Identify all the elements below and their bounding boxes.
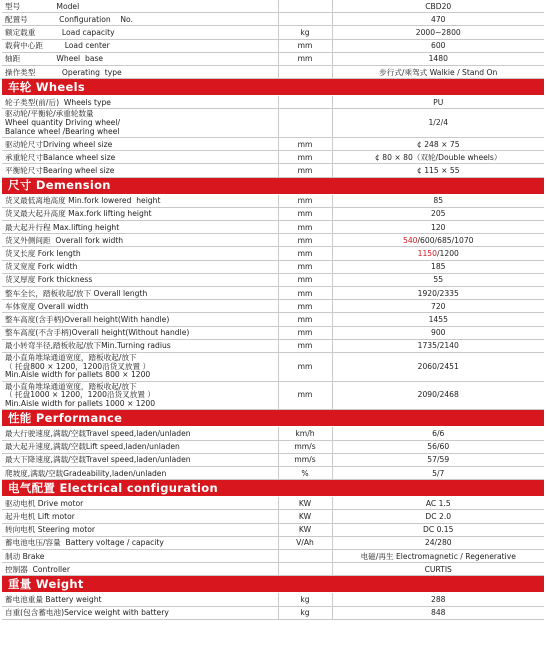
spec-value: DC 0.15 [332, 523, 544, 536]
spec-label: 最小直角堆垛通道宽度，踏板收起/放下 （ 托盘800 × 1200，1200沿货叉放置 ） Min.Aisle width for pallets 800 × 1200 [2, 352, 278, 381]
spec-label: 额定载重 Load capacity [2, 26, 278, 39]
spec-row [2, 563, 544, 576]
section-header [2, 576, 544, 593]
spec-unit: V/Ah [278, 536, 332, 549]
spec-label: 整车全长，踏板收起/放下 Overall length [2, 286, 278, 299]
spec-row [2, 606, 544, 619]
section-title: 性能 Performance [2, 410, 544, 427]
spec-row [2, 549, 544, 562]
section-header [2, 410, 544, 427]
spec-value: 步行式/乘驾式 Walkie / Stand On [332, 65, 544, 78]
spec-unit [278, 563, 332, 576]
spec-label: 最小直角堆垛通道宽度，踏板收起/放下 （ 托盘1000 × 1200，1200沿货叉放置 ） Min.Aisle width for pallets 1000 × 1200 [2, 381, 278, 410]
spec-unit: mm [278, 52, 332, 65]
spec-row [2, 247, 544, 260]
spec-unit: kg [278, 606, 332, 619]
spec-unit: mm [278, 221, 332, 234]
spec-value: 848 [332, 606, 544, 619]
spec-value: 55 [332, 273, 544, 286]
spec-label: 货叉长度 Fork length [2, 247, 278, 260]
spec-label: 最大起升速度,满载/空载Lift speed,laden/unladen [2, 440, 278, 453]
spec-unit [278, 13, 332, 26]
spec-label: 轮子类型(前/后) Wheels type [2, 96, 278, 109]
spec-value: 120 [332, 221, 544, 234]
spec-row [2, 339, 544, 352]
spec-row [2, 0, 544, 13]
spec-value: PU [332, 96, 544, 109]
spec-row [2, 194, 544, 207]
section-title: 车轮 Wheels [2, 79, 544, 96]
spec-unit [278, 96, 332, 109]
spec-unit [278, 65, 332, 78]
spec-row [2, 300, 544, 313]
spec-row [2, 39, 544, 52]
spec-value: 288 [332, 593, 544, 606]
spec-value: 6/6 [332, 427, 544, 440]
spec-label: 整车高度(含手柄)Overall height(With handle) [2, 313, 278, 326]
spec-row [2, 453, 544, 466]
spec-unit: mm [278, 286, 332, 299]
spec-label: 载荷中心距 Load center [2, 39, 278, 52]
spec-label: 型号 Model [2, 0, 278, 13]
spec-unit: KW [278, 523, 332, 536]
spec-unit: mm [278, 273, 332, 286]
spec-value: CURTIS [332, 563, 544, 576]
spec-row [2, 65, 544, 78]
spec-row [2, 593, 544, 606]
spec-row [2, 234, 544, 247]
spec-value-rest: /600/685/1070 [417, 235, 474, 245]
spec-row [2, 221, 544, 234]
spec-value: 57/59 [332, 453, 544, 466]
spec-label: 起升电机 Lift motor [2, 510, 278, 523]
spec-row [2, 352, 544, 381]
spec-unit: mm [278, 300, 332, 313]
spec-label: 货叉厚度 Fork thickness [2, 273, 278, 286]
spec-unit: mm [278, 352, 332, 381]
spec-unit: KW [278, 510, 332, 523]
spec-value: 电磁/再生 Electromagnetic / Regenerative [332, 549, 544, 562]
spec-unit: mm [278, 164, 332, 177]
spec-row [2, 326, 544, 339]
spec-value: CBD20 [332, 0, 544, 13]
section-title: 重量 Weight [2, 576, 544, 593]
spec-value: 900 [332, 326, 544, 339]
spec-table [2, 0, 544, 620]
spec-unit: km/h [278, 427, 332, 440]
spec-row [2, 164, 544, 177]
spec-row [2, 273, 544, 286]
spec-label: 平衡轮尺寸Bearing wheel size [2, 164, 278, 177]
spec-unit: mm [278, 326, 332, 339]
spec-row [2, 497, 544, 510]
spec-value: DC 2.0 [332, 510, 544, 523]
spec-unit: KW [278, 497, 332, 510]
spec-unit: kg [278, 593, 332, 606]
spec-unit: mm [278, 260, 332, 273]
spec-row [2, 510, 544, 523]
spec-value: 1735/2140 [332, 339, 544, 352]
spec-label: 蓄电池重量 Battery weight [2, 593, 278, 606]
spec-value: 1480 [332, 52, 544, 65]
spec-label: 操作类型 Operating type [2, 65, 278, 78]
spec-label: 轴距 Wheel base [2, 52, 278, 65]
spec-value: ¢ 80 × 80（双轮/Double wheels） [332, 151, 544, 164]
spec-value-highlight: 1150 [417, 249, 437, 258]
spec-row [2, 440, 544, 453]
spec-table-body [2, 0, 544, 619]
spec-row [2, 151, 544, 164]
spec-label: 货叉最大起升高度 Max.fork lifting height [2, 207, 278, 220]
spec-label: 整车高度(不含手柄)Overall height(Without handle) [2, 326, 278, 339]
spec-unit: mm [278, 339, 332, 352]
spec-value [332, 247, 544, 260]
spec-unit [278, 109, 332, 138]
spec-value: 56/60 [332, 440, 544, 453]
spec-row [2, 523, 544, 536]
spec-label: 控制器 Controller [2, 563, 278, 576]
spec-unit: mm [278, 381, 332, 410]
spec-label: 驱动轮/平衡轮/承重轮数量 Wheel quantity Driving wheel/ Balance wheel /Bearing wheel [2, 109, 278, 138]
spec-row [2, 207, 544, 220]
spec-row [2, 13, 544, 26]
spec-value: 1/2/4 [332, 109, 544, 138]
spec-unit: % [278, 467, 332, 480]
spec-label: 最大下降速度,满载/空载Travel speed,laden/unladen [2, 453, 278, 466]
spec-value: 24/280 [332, 536, 544, 549]
spec-unit: mm/s [278, 453, 332, 466]
section-header [2, 480, 544, 497]
spec-value: 5/7 [332, 467, 544, 480]
spec-unit: kg [278, 26, 332, 39]
spec-label: 货叉宽度 Fork width [2, 260, 278, 273]
section-header [2, 79, 544, 96]
section-title: 尺寸 Demension [2, 177, 544, 194]
spec-unit: mm/s [278, 440, 332, 453]
spec-unit: mm [278, 247, 332, 260]
section-title: 电气配置 Electrical configuration [2, 480, 544, 497]
spec-unit: mm [278, 234, 332, 247]
spec-unit: mm [278, 138, 332, 151]
spec-value: 1455 [332, 313, 544, 326]
spec-unit [278, 549, 332, 562]
spec-label: 爬坡度,满载/空载Gradeability,laden/unladen [2, 467, 278, 480]
spec-row [2, 96, 544, 109]
spec-label: 驱动轮尺寸Driving wheel size [2, 138, 278, 151]
spec-label: 最大行驶速度,满载/空载Travel speed,laden/unladen [2, 427, 278, 440]
spec-value: ¢ 248 × 75 [332, 138, 544, 151]
spec-row [2, 286, 544, 299]
spec-value: 85 [332, 194, 544, 207]
spec-label: 最小转弯半径,踏板收起/放下Min.Turning radius [2, 339, 278, 352]
spec-row [2, 26, 544, 39]
spec-row [2, 313, 544, 326]
spec-value: 185 [332, 260, 544, 273]
spec-label: 承重轮尺寸Balance wheel size [2, 151, 278, 164]
spec-value: 2090/2468 [332, 381, 544, 410]
spec-value: AC 1.5 [332, 497, 544, 510]
spec-row [2, 536, 544, 549]
spec-unit: mm [278, 207, 332, 220]
spec-value-highlight: 540 [403, 235, 418, 245]
section-header [2, 177, 544, 194]
spec-value: 470 [332, 13, 544, 26]
spec-row [2, 52, 544, 65]
spec-value [332, 234, 544, 247]
spec-row [2, 260, 544, 273]
spec-row [2, 427, 544, 440]
spec-value: 2000~2800 [332, 26, 544, 39]
spec-value: 205 [332, 207, 544, 220]
spec-unit: mm [278, 313, 332, 326]
spec-label: 货叉外侧间距 Overall fork width [2, 234, 278, 247]
spec-value-rest: /1200 [436, 249, 459, 258]
spec-row [2, 381, 544, 410]
spec-unit: mm [278, 194, 332, 207]
spec-label: 驱动电机 Drive motor [2, 497, 278, 510]
spec-unit: mm [278, 39, 332, 52]
spec-label: 制动 Brake [2, 549, 278, 562]
spec-label: 蓄电池电压/容量 Battery voltage / capacity [2, 536, 278, 549]
spec-label: 最大起升行程 Max.lifting height [2, 221, 278, 234]
spec-label: 配置号 Configuration No. [2, 13, 278, 26]
spec-label: 转向电机 Steering motor [2, 523, 278, 536]
spec-label: 货叉最低离地高度 Min.fork lowered height [2, 194, 278, 207]
spec-unit: mm [278, 151, 332, 164]
spec-row [2, 109, 544, 138]
spec-label: 自重(包含蓄电池)Service weight with battery [2, 606, 278, 619]
spec-row [2, 138, 544, 151]
spec-value: 600 [332, 39, 544, 52]
spec-unit [278, 0, 332, 13]
spec-row [2, 467, 544, 480]
spec-label: 车体宽度 Overall width [2, 300, 278, 313]
spec-value: 2060/2451 [332, 352, 544, 381]
spec-value: ¢ 115 × 55 [332, 164, 544, 177]
spec-value: 720 [332, 300, 544, 313]
spec-value: 1920/2335 [332, 286, 544, 299]
